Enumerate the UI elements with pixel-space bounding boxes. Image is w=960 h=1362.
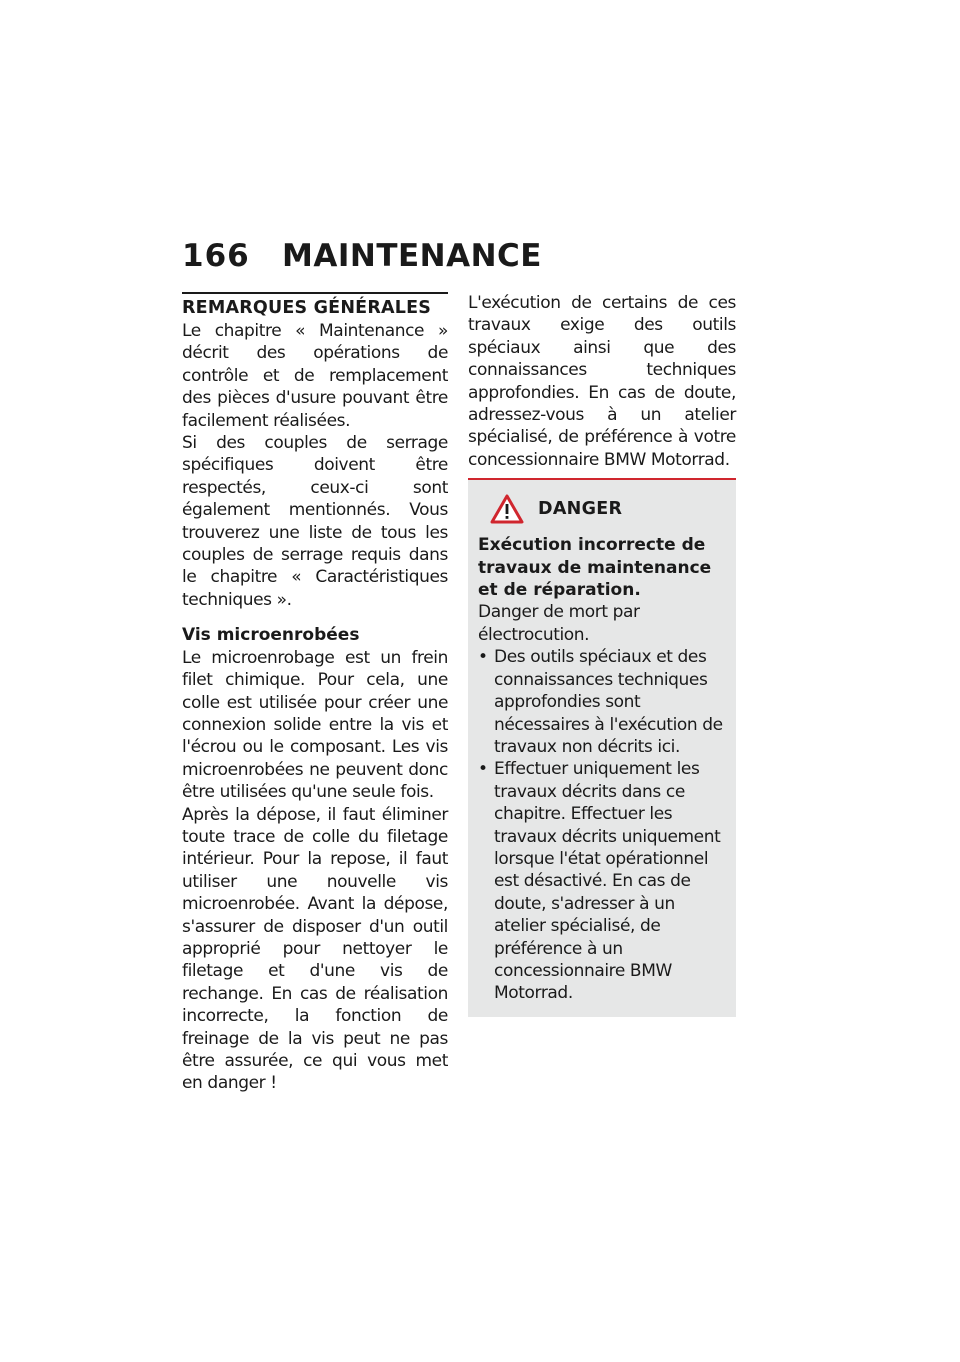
subsection-title: Vis microenrobées (182, 625, 360, 646)
left-column (182, 292, 448, 1095)
paragraph-torque: Si des couples de serrage spécifiques doivent être respectés, ceux-ci sont également mentionnés. Vous trouverez une liste de tous les couples de serrage requis dans le chapitre « Caractéristiques techniques ». (182, 433, 448, 610)
danger-text: Danger de mort par électrocution. (478, 602, 640, 645)
danger-box (468, 480, 736, 1017)
paragraph-intro: Le chapitre « Maintenance » décrit des opérations de contrôle et de remplacement des pièces d'usure pouvant être facilement réalisées. (182, 321, 448, 431)
list-item: • Des outils spéciaux et des connaissances techniques approfondies sont nécessaires à l'exécution de travaux non décrits ici. (478, 647, 723, 757)
section-title: REMARQUES GÉNÉRALES (182, 298, 432, 318)
danger-list (478, 646, 726, 1005)
warning-triangle-icon (490, 494, 524, 524)
danger-label: DANGER (538, 499, 623, 520)
page-header (182, 238, 542, 274)
right-column (468, 292, 736, 1017)
section-divider (182, 292, 448, 294)
danger-header (490, 494, 726, 524)
chapter-title: MAINTENANCE (282, 238, 542, 274)
bullet-icon: • (478, 759, 488, 780)
paragraph-special-tools: L'exécution de certains de ces travaux exige des outils spéciaux ainsi que des connaissances techniques approfondies. En cas de doute, adressez-vous à un atelier spécialisé, de préférence à votre concessionnaire BMW Motorrad. (468, 293, 736, 470)
paragraph-microencapsulation: Le microenrobage est un frein filet chimique. Pour cela, une colle est utilisée pour créer une connexion solide entre la vis et l'écrou ou le composant. Les vis microenrobées ne peuvent donc être utilisées qu'une seule fois. (182, 647, 448, 803)
page-number: 166 (182, 238, 250, 274)
paragraph-removal: Après la dépose, il faut éliminer toute trace de colle du filetage intérieur. Pour la repose, il faut utiliser une nouvelle vis microenrobée. Avant la dépose, s'assurer de disposer d'un outil approprié pour nettoyer le filetage et d'une vis de rechange. En cas de réalisation incorrecte, la fonction de freinage de la vis peut ne pas être assurée, ce qui vous met en danger ! (182, 804, 448, 1094)
danger-title: Exécution incorrecte de travaux de maintenance et de réparation. (478, 535, 712, 601)
bullet-icon: • (478, 647, 488, 668)
list-item: • Effectuer uniquement les travaux décrits dans ce chapitre. Effectuer les travaux décrits uniquement lorsque l'état opérationnel est désactivé. En cas de doute, s'adresser à un atelier spécialisé, de préférence à un concessionnaire BMW Motorrad. (478, 759, 721, 1004)
